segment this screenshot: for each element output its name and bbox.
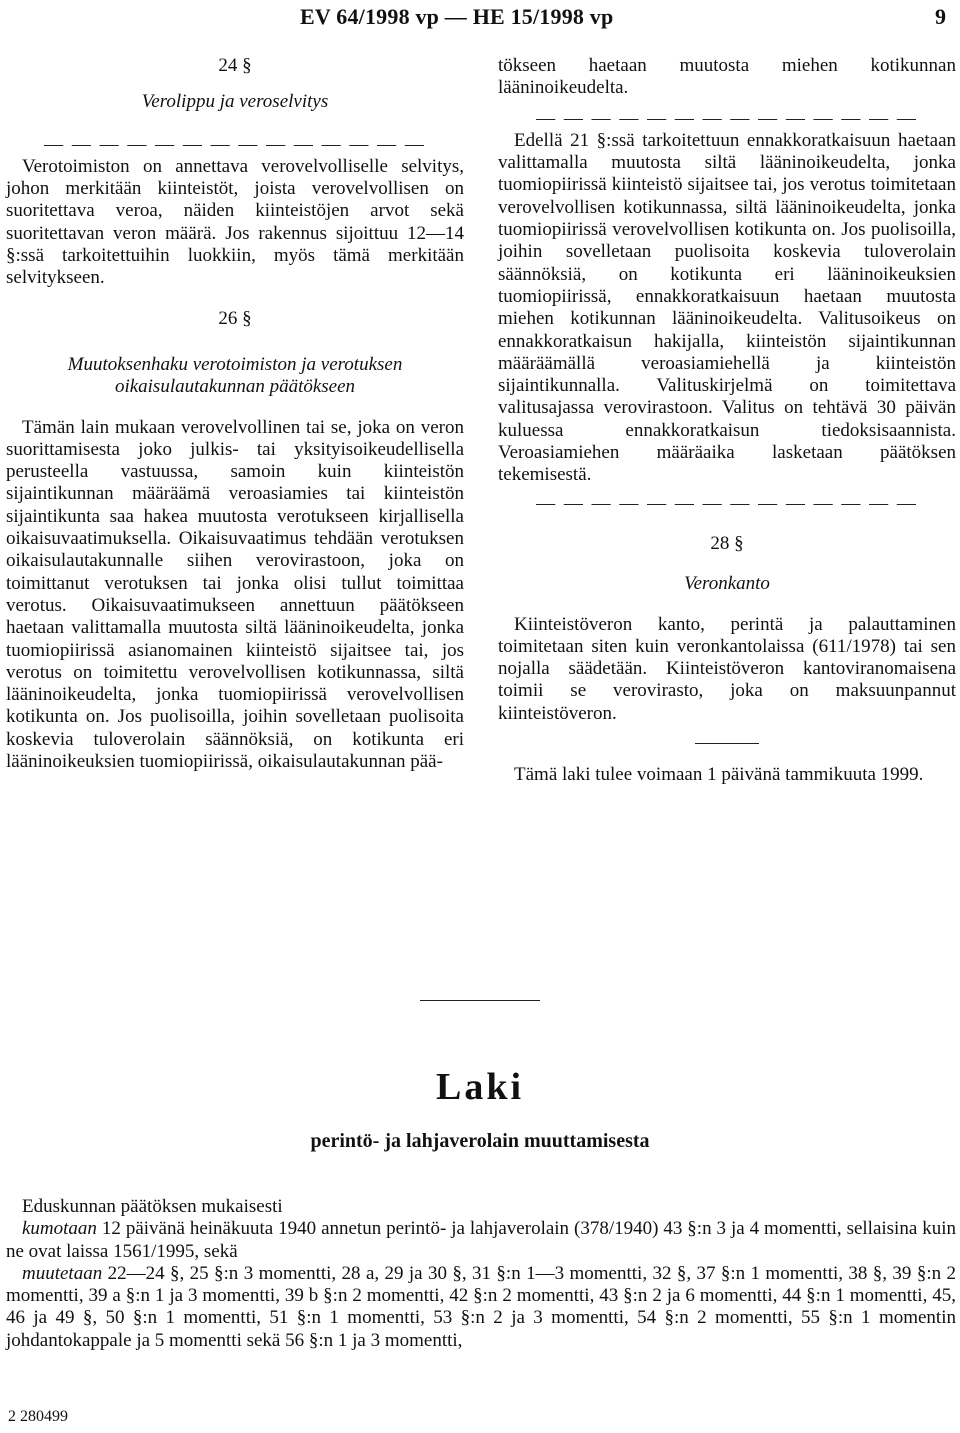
document-title: EV 64/1998 vp — HE 15/1998 vp [300, 4, 614, 29]
page-header [0, 4, 960, 34]
page-number: 9 [935, 4, 946, 29]
right-column [498, 55, 956, 786]
repeal-text: 12 päivänä heinäkuuta 1940 annetun perintö- ja lahjaverolain (378/1940) 43 §:n 3 ja 4 momentti, sellaisina kuin ne ovat laissa 1561/1995, sekä [6, 1218, 956, 1262]
section-24-number: 24 § [218, 55, 252, 76]
decision-intro: Eduskunnan päätöksen mukaisesti [22, 1196, 283, 1217]
amend-text: 22—24 §, 25 §:n 3 momentti, 28 a, 29 ja 30 §, 31 §:n 1—3 momentti, 32 §, 37 §:n 1 momentti, 38 §, 39 §:n 2 momentti, 39 a §:n 1 ja 3 momentti, 39 b §:n 2 momentti, 42 §:n 2 momentti, 43 §:n 2 ja 6 momentti, 44 §:n 1 momentti, 45, 46 ja 49 §, 50 §:n 1 momentti, 51 §:n 1 momentti, 53 §:n 2 ja 3 momentti, 54 §:n 2 momentti, 55 §:n 1 momentin johdantokappale ja 5 momentti sekä 56 §:n 1 ja 3 momentti, [6, 1262, 956, 1351]
section-28-number: 28 § [710, 532, 744, 554]
section-26-paragraph: Tämän lain mukaan verovelvollinen tai se, joka on veron suorittamisesta joko julkis- tai yksityisoikeudellisella perusteella vastuussa, samoin kuin kiinteistön sijaintikunnan määräämä veroasiamies tai kiinteistön sijaintikunta saa hakea muutosta verotukseen kirjallisella oikaisuvaatimuksella. Oikaisuvaatimus tehdään verotuksen oikaisulautakunnalle siihen verovirastoon, joka on toimittanut verotuksen tai jonka olisi tullut toimittaa verotus. Oikaisuvaatimukseen annettuun päätökseen haetaan valittamalla muutosta siltä lääninoikeudelta, jonka tuomiopiirissä asianomainen kiinteistö sijaitsee tai, jos verotus on toimitettu verovelvollisen kotikunnassa, siltä lääninoikeudelta, jonka tuomiopiirissä verovelvollisen kotikunta on. Jos puolisoilla, joihin sovelletaan puolisoita koskevia tuloverolain säännöksiä, on kotikunta eri lääninoikeuksien tuomiopiirissä, oikaisulautakunnan pää- [6, 416, 464, 773]
repeal-keyword: kumotaan [22, 1218, 97, 1240]
amend-clause [6, 1263, 956, 1352]
spacer [498, 754, 956, 764]
law-subtitle: perintö- ja lahjaverolain muuttamisesta [310, 1130, 650, 1152]
spacer [498, 515, 956, 533]
amend-keyword: muutetaan [22, 1262, 103, 1284]
omission-dashes: — — — — — — — — — — — — — — [536, 107, 918, 129]
law-divider [420, 1000, 540, 1001]
print-code: 2 280499 [8, 1408, 68, 1425]
effective-date-paragraph: Tämä laki tulee voimaan 1 päivänä tammikuuta 1999. [514, 764, 924, 786]
section-26-number: 26 § [218, 307, 252, 329]
spacer [6, 290, 464, 308]
section-26-title-line2: oikaisulautakunnan päätökseen [114, 376, 356, 398]
section-26-title-line1: Muutoksenhaku verotoimiston ja verotuksen [67, 353, 403, 375]
section-24-title: Verolippu ja veroselvitys [141, 91, 329, 113]
advance-ruling-paragraph: Edellä 21 §:ssä tarkoitettuun ennakkoratkaisuun haetaan valittamalla muutosta siltä lääninoikeudelta, jonka tuomiopiirissä kiinteistö sijaitsee tai, jos verotus toimitetaan verovelvollisen kotikunnassa, siltä lääninoikeudelta, jonka tuomiopiirissä verovelvollisen kotikunta on. Jos puolisoilla, joihin sovelletaan puolisoita koskevia tuloverolain säännöksiä, on kotikunta eri lääninoikeuksien tuomiopiirissä, ennakkoratkaisuun haetaan muutosta miehen kotikunnan lääninoikeudelta. Valitusoikeus on ennakkoratkaisun hakijalla, kiinteistön sijaintikunnan määräämällä veroasiamiehellä ja kiinteistön sijaintikunnalla. Valituskirjelmä on toimitettava valitusajassa verovirastoon. Valitus on tehtävä 30 päivän kuluessa ennakkoratkaisun tiedoksisaannista. Veroasiamiehen määräaika lasketaan päätöksen tekemisestä. [498, 129, 956, 486]
section-24-paragraph: Verotoimiston on annettava verovelvolliselle selvitys, johon merkitään kiinteistöt, joista verovelvollisen on suoritettava veroa, näiden kiinteistöjen arvot sekä suoritettavan veron määrä. Jos rakennus sijoittuu 12—14 §:ssä tarkoitettuihin luokkiin, myös tämä merkitään selvitykseen. [6, 155, 464, 289]
section-28-paragraph: Kiinteistöveron kanto, perintä ja palauttaminen toimitetaan siten kuin veronkantolaissa (611/1978) tai sen nojalla säädetään. Kiinteistöveron kantoviranomaisena toimii se verovirasto, joka on maksuunpannut kiinteistöveron. [498, 613, 956, 724]
short-divider [695, 743, 759, 744]
omission-dashes: — — — — — — — — — — — — — — [536, 492, 918, 514]
omission-dashes: — — — — — — — — — — — — — — [44, 133, 426, 155]
parliament-decision [6, 1196, 956, 1352]
spacer [6, 399, 464, 417]
section-28-title: Veronkanto [684, 573, 770, 595]
spacer [6, 330, 464, 340]
law-title: Laki [435, 1066, 525, 1108]
spacer [498, 596, 956, 614]
repeal-clause [6, 1218, 956, 1263]
continued-paragraph: tökseen haetaan muutosta miehen kotikunnan lääninoikeudelta. [498, 55, 956, 99]
left-column [6, 55, 464, 773]
